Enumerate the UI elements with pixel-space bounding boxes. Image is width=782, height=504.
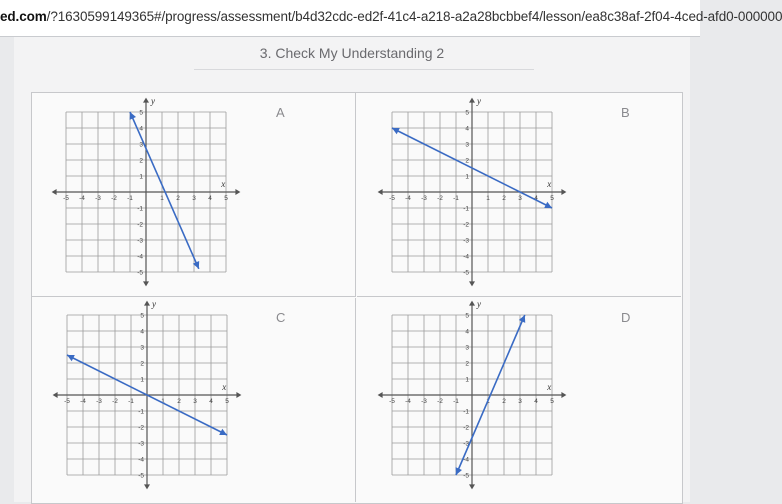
x-tick-label: -4 [405,195,411,202]
y-axis-arrow-up [469,301,475,306]
x-tick-label: -5 [389,398,395,405]
y-tick-label: 1 [465,376,469,384]
y-tick-label: 4 [465,125,469,133]
x-axis-label: x [222,382,227,392]
y-tick-label: 2 [465,157,469,165]
x-tick-label: -2 [112,398,118,405]
x-tick-label: 3 [192,195,196,202]
x-tick-label: -5 [63,195,69,202]
x-tick-label: -1 [128,398,134,405]
choice-label-c: C [276,310,286,325]
x-tick-label: 1 [161,398,165,405]
x-tick-label: -2 [437,398,443,405]
y-tick-label: 2 [139,157,143,165]
x-tick-label: 2 [502,195,506,202]
title-divider [194,69,534,70]
y-axis-arrow-up [469,98,475,103]
x-tick-label: 2 [502,398,506,405]
y-axis-arrow-down [469,484,475,489]
x-tick-label: -5 [389,195,395,202]
y-tick-label: -4 [463,456,469,464]
choice-d[interactable] [357,298,681,502]
y-axis-label: y [151,96,155,106]
choice-a[interactable] [32,93,356,297]
x-tick-label: -1 [453,195,459,202]
choice-label-d: D [621,310,631,325]
y-tick-label: -4 [463,253,469,261]
y-tick-label: -2 [463,424,469,432]
x-axis-label: x [547,382,552,392]
y-tick-label: -2 [138,424,144,432]
x-tick-label: 1 [486,195,490,202]
y-tick-label: 4 [139,125,143,133]
choice-b[interactable] [357,93,681,297]
graph-d [377,300,567,490]
y-tick-label: 1 [139,173,143,181]
y-tick-label: -4 [138,456,144,464]
x-tick-label: -3 [95,195,101,202]
y-tick-label: 4 [465,328,469,336]
x-tick-label: 2 [177,398,181,405]
y-tick-label: -5 [137,269,143,277]
x-tick-label: -1 [453,398,459,405]
x-tick-label: -5 [64,398,70,405]
x-tick-label: -2 [111,195,117,202]
url-text[interactable] [0,9,782,24]
url-domain: ed.com [0,9,47,24]
x-tick-label: -4 [405,398,411,405]
x-tick-label: -3 [421,195,427,202]
y-axis-label: y [152,299,156,309]
y-tick-label: 1 [140,376,144,384]
x-tick-label: 5 [550,195,554,202]
x-tick-label: 4 [208,195,212,202]
choice-c[interactable] [32,298,356,502]
y-tick-label: 5 [140,312,144,320]
y-tick-label: 2 [140,360,144,368]
x-tick-label: 3 [518,398,522,405]
answer-choices-grid [31,92,683,504]
y-axis-arrow-down [143,281,149,286]
y-tick-label: -5 [463,472,469,480]
x-axis-arrow-left [53,392,58,398]
y-axis-arrow-up [144,301,150,306]
y-tick-label: 3 [465,344,469,352]
y-tick-label: 4 [140,328,144,336]
y-tick-label: -3 [463,440,469,448]
x-tick-label: -2 [437,195,443,202]
choice-label-a: A [276,105,285,120]
y-tick-label: -2 [463,221,469,229]
y-tick-label: 2 [465,360,469,368]
y-tick-label: -1 [463,205,469,213]
y-axis-arrow-down [469,281,475,286]
x-tick-label: 5 [225,398,229,405]
x-tick-label: 5 [550,398,554,405]
x-axis-arrow-left [378,189,383,195]
y-tick-label: -3 [137,237,143,245]
x-tick-label: -3 [421,398,427,405]
y-tick-label: -5 [138,472,144,480]
y-tick-label: -1 [138,408,144,416]
y-tick-label: 5 [465,109,469,117]
x-tick-label: 2 [176,195,180,202]
x-axis-arrow-right [236,392,241,398]
x-tick-label: 5 [224,195,228,202]
y-tick-label: -3 [138,440,144,448]
x-tick-label: 4 [209,398,213,405]
y-tick-label: -3 [463,237,469,245]
graph-b [377,97,567,287]
y-tick-label: 1 [465,173,469,181]
x-axis-arrow-right [235,189,240,195]
x-axis-label: x [221,179,226,189]
y-axis-arrow-down [144,484,150,489]
y-axis-label: y [477,299,481,309]
x-tick-label: 3 [518,195,522,202]
url-path: /?1630599149365#/progress/assessment/b4d32cdc-ed2f-41c4-a218-a2a28bcbbef4/lesson/ea8c38af-2f04-4ced-afd0-000000 [46,9,782,24]
graph-c [52,300,242,490]
choice-label-b: B [621,105,630,120]
page-title: 3. Check My Understanding 2 [259,45,445,61]
x-axis-label: x [547,179,552,189]
x-tick-label: -3 [96,398,102,405]
x-tick-label: -1 [127,195,133,202]
y-tick-label: 3 [465,141,469,149]
y-tick-label: -1 [463,408,469,416]
x-tick-label: -4 [79,195,85,202]
x-axis-arrow-left [52,189,57,195]
graph-a [51,97,241,287]
x-tick-label: -4 [80,398,86,405]
x-axis-arrow-right [561,392,566,398]
x-axis-arrow-left [378,392,383,398]
y-tick-label: 5 [139,109,143,117]
y-axis-label: y [477,96,481,106]
y-axis-arrow-up [143,98,149,103]
y-tick-label: -4 [137,253,143,261]
y-tick-label: -1 [137,205,143,213]
x-tick-label: 4 [534,195,538,202]
y-tick-label: 3 [140,344,144,352]
y-tick-label: -2 [137,221,143,229]
plotted-line [130,109,199,269]
x-tick-label: 4 [534,398,538,405]
y-tick-label: 3 [139,141,143,149]
lesson-content [14,37,690,502]
x-tick-label: 1 [160,195,164,202]
x-tick-label: 1 [486,398,490,405]
x-tick-label: 3 [193,398,197,405]
x-axis-arrow-right [561,189,566,195]
y-tick-label: -5 [463,269,469,277]
y-tick-label: 5 [465,312,469,320]
address-bar[interactable] [0,0,782,37]
